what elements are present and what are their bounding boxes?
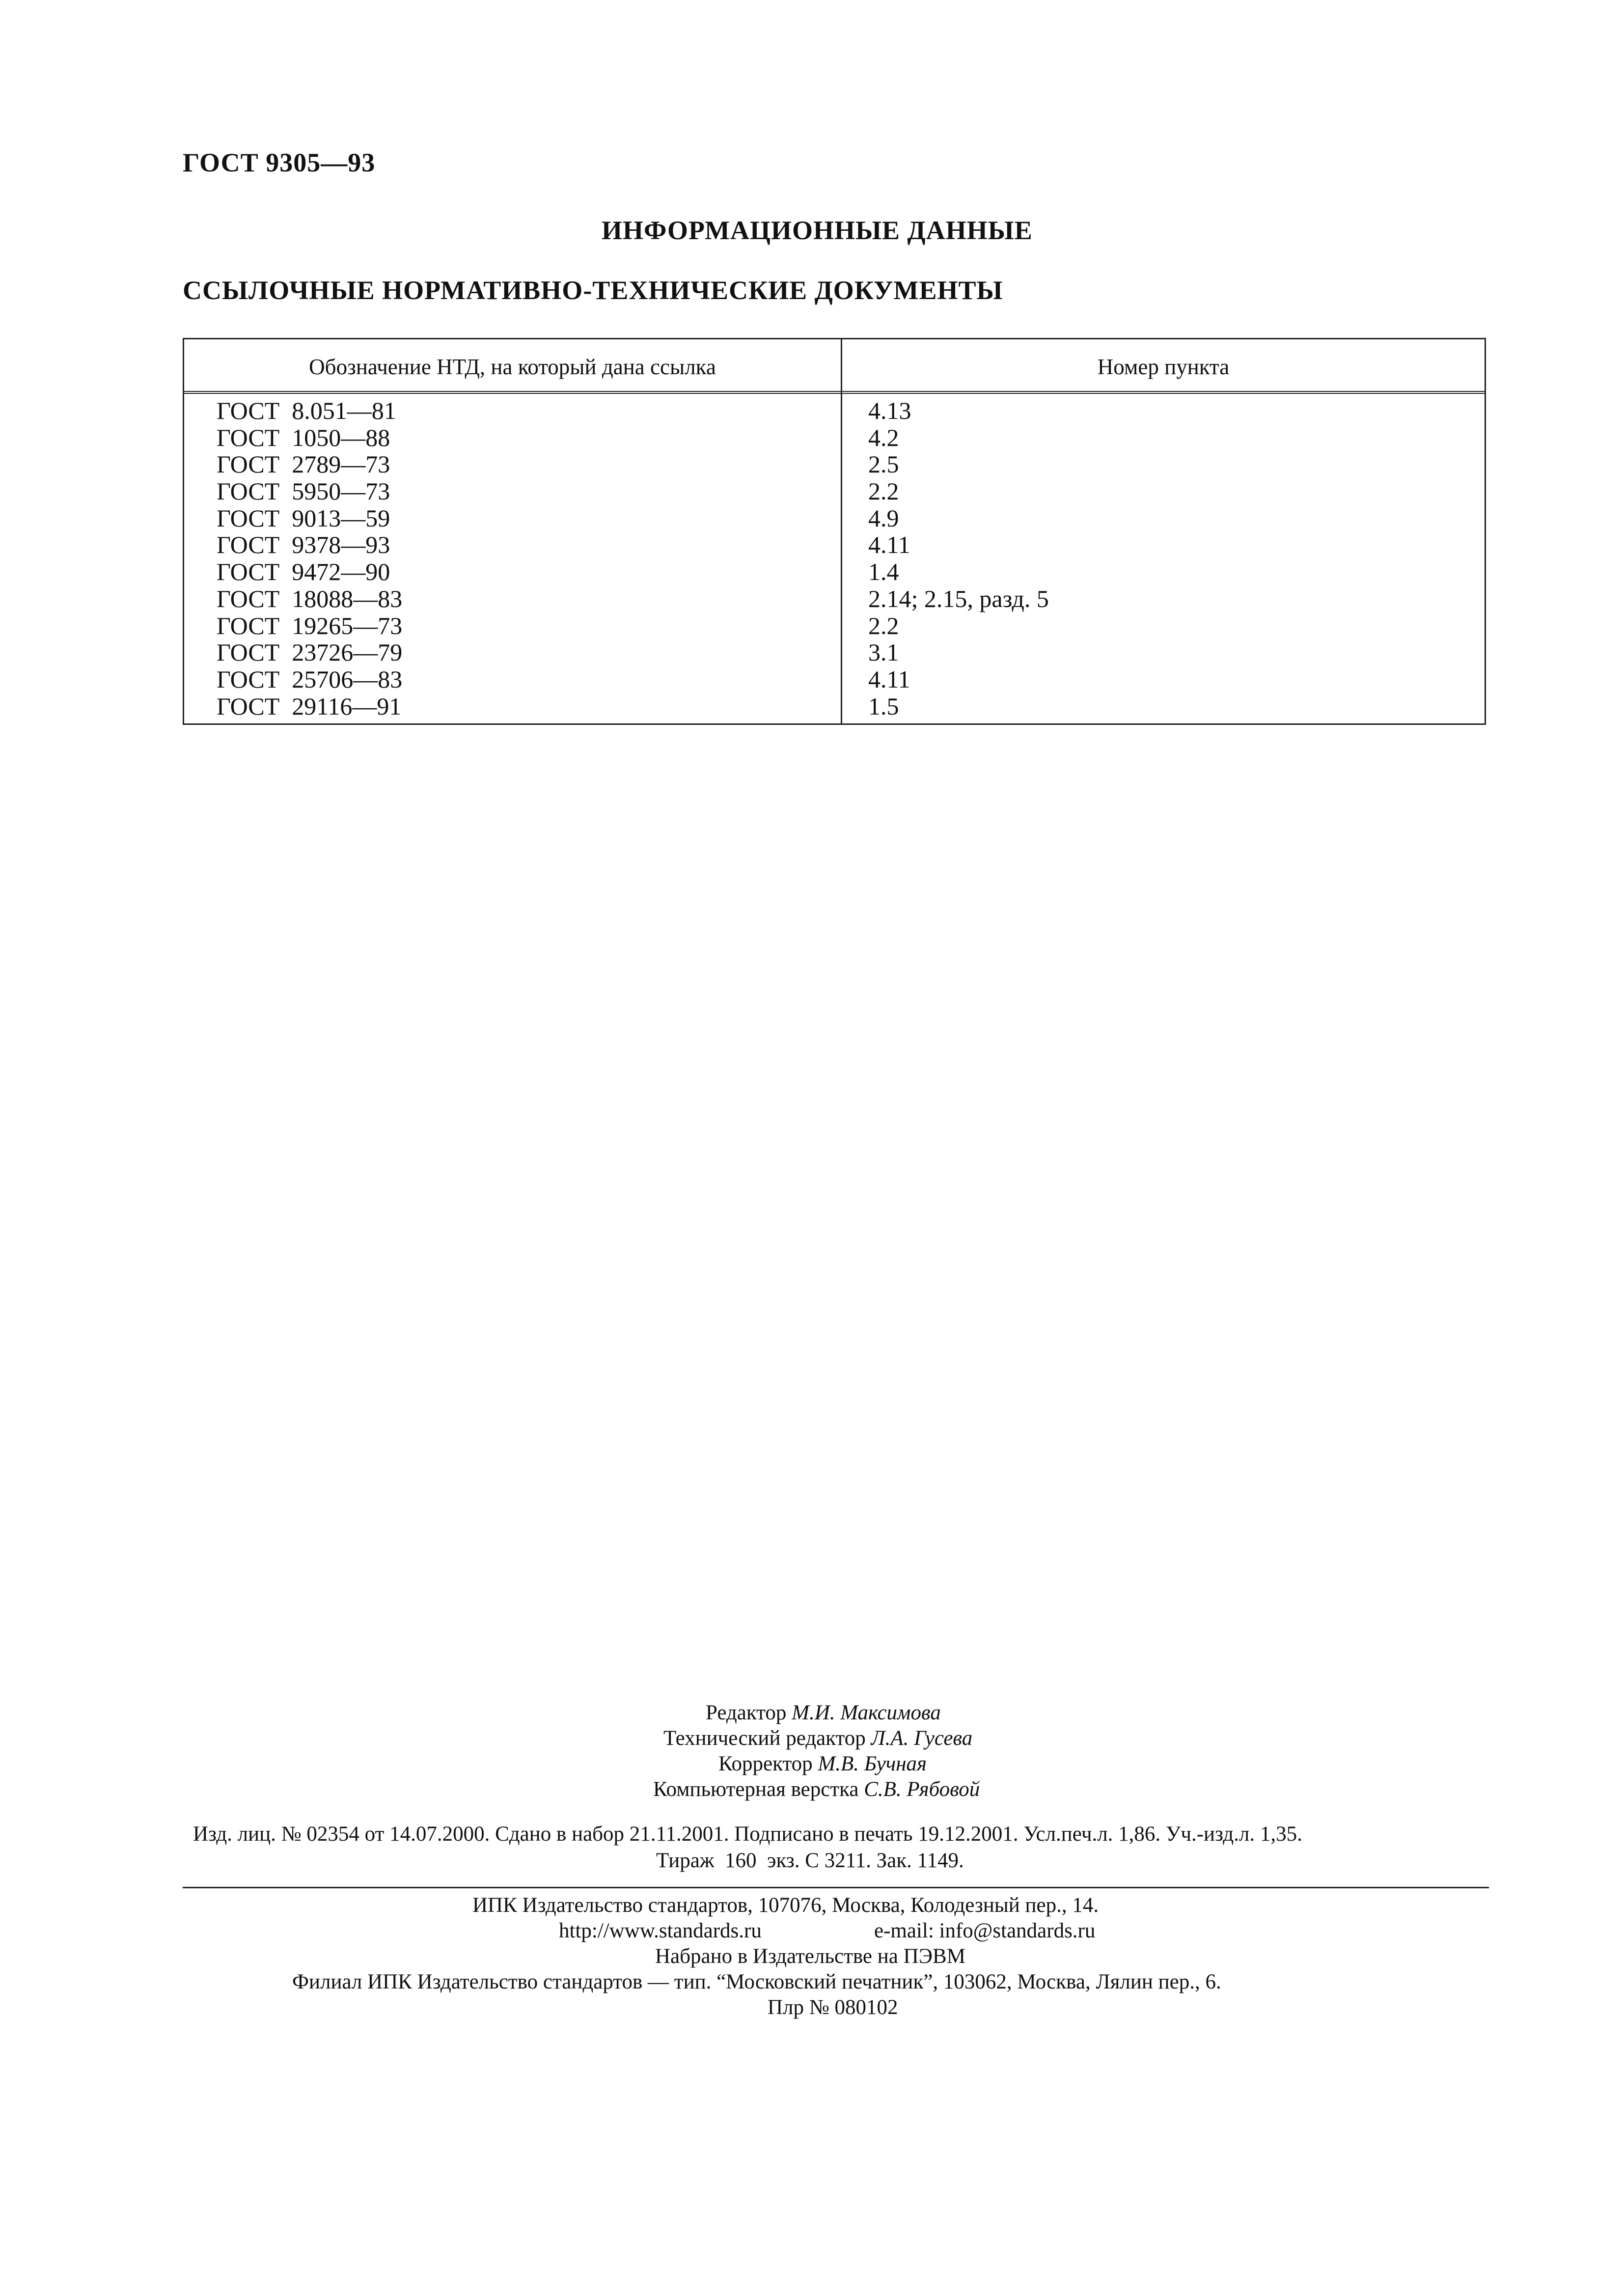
document-cell: ГОСТ 8.051—81 (217, 397, 396, 424)
layout-name: С.В. Рябовой (864, 1778, 980, 1801)
document-code: ГОСТ 9305—93 (183, 148, 376, 177)
document-cell: ГОСТ 23726—79 (217, 638, 403, 666)
document-cell: ГОСТ 1050—88 (217, 423, 390, 451)
proofreader-name: М.В. Бучная (818, 1752, 927, 1775)
clause-cell: 4.11 (868, 665, 910, 693)
document-cell: ГОСТ 9378—93 (217, 531, 390, 559)
document-cell: ГОСТ 19265—73 (217, 611, 403, 639)
branch-address: Филиал ИПК Издательство стандартов — тип. “Московский печатник”, 103062, Москва, Лялин пер., 6. (292, 1970, 1221, 1993)
editor-credit (706, 1700, 941, 1726)
table-row (184, 397, 1485, 424)
document-cell: ГОСТ 9013—59 (217, 504, 390, 532)
table-row (184, 424, 1485, 451)
tech-editor-name: Л.А. Гусева (871, 1727, 973, 1750)
editor-label: Редактор (706, 1701, 787, 1724)
document-cell: ГОСТ 25706—83 (217, 665, 403, 693)
table-row (184, 478, 1485, 505)
proofreader-credit (718, 1751, 927, 1777)
layout-label: Компьютерная верстка (653, 1778, 859, 1801)
table-row (184, 693, 1485, 720)
document-cell: ГОСТ 9472—90 (217, 558, 390, 586)
typeset-note: Набрано в Издательстве на ПЭВМ (655, 1945, 965, 1968)
publication-details: Изд. лиц. № 02354 от 14.07.2000. Сдано в набор 21.11.2001. Подписано в печать 19.12.2001. Усл.печ.л. 1,86. Уч.-изд.л. 1,35. (193, 1823, 1302, 1846)
table-row (184, 666, 1485, 693)
table-body (184, 397, 1485, 719)
publisher-website: http://www.standards.ru (559, 1919, 762, 1942)
publisher-address: ИПК Издательство стандартов, 107076, Москва, Колодезный пер., 14. (472, 1894, 1099, 1917)
table-row (184, 505, 1485, 532)
table-header-row (184, 339, 1485, 394)
clause-cell: 2.2 (868, 477, 899, 505)
plr-number: Плр № 080102 (768, 1996, 898, 2019)
clause-cell: 1.5 (868, 692, 899, 720)
clause-cell: 2.14; 2.15, разд. 5 (868, 584, 1049, 612)
clause-cell: 4.9 (868, 504, 899, 532)
clause-cell: 4.2 (868, 423, 899, 451)
clause-cell: 2.5 (868, 450, 899, 478)
clause-cell: 1.4 (868, 558, 899, 586)
proofreader-label: Корректор (718, 1752, 813, 1775)
clause-cell: 4.13 (868, 397, 911, 424)
table-row (184, 639, 1485, 666)
column-header-clause: Номер пункта (1097, 355, 1230, 379)
table-row (184, 558, 1485, 585)
document-cell: ГОСТ 18088—83 (217, 584, 403, 612)
publisher-email: e-mail: info@standards.ru (874, 1919, 1096, 1942)
table-row (184, 451, 1485, 478)
document-cell: ГОСТ 29116—91 (217, 692, 402, 720)
column-header-document: Обозначение НТД, на который дана ссылка (309, 355, 716, 379)
table-row (184, 531, 1485, 558)
footer-divider (183, 1887, 1489, 1888)
clause-cell: 2.2 (868, 611, 899, 639)
tech-editor-label: Технический редактор (663, 1727, 866, 1750)
layout-credit (653, 1777, 980, 1802)
print-run: Тираж 160 экз. С 3211. Зак. 1149. (656, 1849, 964, 1872)
table-row (184, 585, 1485, 612)
document-cell: ГОСТ 5950—73 (217, 477, 390, 505)
document-cell: ГОСТ 2789—73 (217, 450, 390, 478)
references-table (183, 338, 1486, 725)
section-subtitle: ССЫЛОЧНЫЕ НОРМАТИВНО-ТЕХНИЧЕСКИЕ ДОКУМЕНТЫ (183, 276, 1003, 305)
section-title: ИНФОРМАЦИОННЫЕ ДАННЫЕ (602, 216, 1033, 245)
clause-cell: 4.11 (868, 531, 910, 559)
clause-cell: 3.1 (868, 638, 899, 666)
editor-name: М.И. Максимова (792, 1701, 941, 1724)
table-row (184, 612, 1485, 639)
tech-editor-credit (663, 1726, 972, 1751)
